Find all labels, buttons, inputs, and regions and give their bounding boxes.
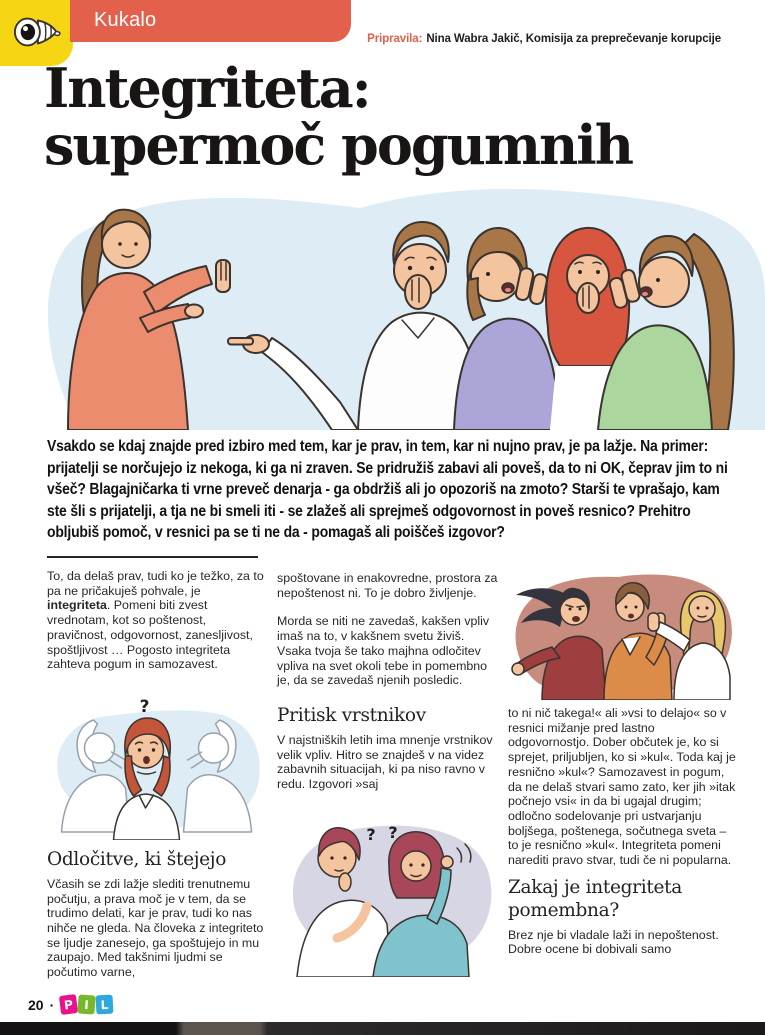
- section-kicker-bar: [70, 0, 351, 42]
- text-run: To, da delaš prav, tudi ko je težko, za to pa ne pričakuješ pohvale, je: [47, 569, 264, 598]
- pil-magazine-logo: [60, 995, 114, 1014]
- question-mark: ?: [366, 824, 376, 844]
- section-kicker-label: Kukalo: [94, 8, 157, 31]
- body-paragraph: V najstniških letih ima mnenje vrstnikov velik vpliv. Hitro se znajdeš v na videz zabavnih situacijah, ki pa niso ravno v redu. Izgovori »saj: [277, 732, 493, 792]
- divider-rule: [47, 556, 258, 558]
- logo-letter-l: L: [96, 995, 114, 1015]
- body-paragraph: spoštovane in enakovredne, prostora za nepoštenost ni. To je dobro življenje.: [277, 571, 498, 600]
- illustration-gossip-behind-back: [47, 692, 266, 840]
- question-mark: ?: [388, 822, 398, 842]
- column-3: [508, 565, 736, 957]
- page-footer: [28, 995, 114, 1014]
- hero-illustration-gossip-scene: [40, 168, 765, 430]
- section-heading-peer-pressure: Pritisk vrstnikov: [277, 704, 426, 726]
- question-mark: ?: [139, 696, 150, 717]
- kukalo-spyglass-icon: [13, 13, 61, 51]
- illustration-thinking-teens: [277, 810, 499, 977]
- intro-paragraph: Vsakdo se kdaj znajde pred izbiro med tem, kar je prav, in tem, kar ni nujno prav, je pa lažje. Na primer: prijatelji se norčujejo iz nekoga, ki ga ni zraven. Se pridružiš zabavi ali poveš, da to ni OK, čeprav jim to ni všeč? Blagajničarka ti vrne preveč denarja - ga obdržiš ali jo opozoriš na zmoto? Starši te vprašajo, kam ste šli s prijatelji, a tja ne bi smeli iti - se zlažeš ali sprejmeš odgovornost in poveš resnico? Prehitro obljubiš pomoč, v resnici pa se ti ne da - pomagaš ali poiščeš izgovor?: [47, 438, 728, 542]
- byline-text: Nina Wabra Jakič, Komisija za preprečevanje korupcije: [426, 33, 721, 45]
- page-bottom-scan-bar: [0, 1022, 765, 1035]
- footer-separator: ·: [49, 996, 55, 1013]
- article-title-line2: supermoč pogumnih: [44, 113, 633, 177]
- body-paragraph: Včasih se zdi lažje slediti trenutnemu počutju, a prava moč je v tem, da se trudimo delati, kar je prav, tudi ko nas nihče ne gleda. Na človeka z integriteto se ljudje zanesejo, ga spoštujejo in mu zaupajo. Med takšnimi ljudmi se počutimo varne,: [47, 876, 264, 980]
- section-heading-decisions: Odločitve, ki štejejo: [47, 848, 227, 870]
- text-run: . Pomeni biti zvest vrednotam, kot so poštenost, pravičnost, odgovornost, zanesljivost, spoštljivost … Pogosto integriteta zahteva pogum in samozavest.: [47, 598, 253, 672]
- byline: [367, 33, 721, 45]
- section-heading-why-important: Zakaj je integriteta pomembna?: [508, 876, 682, 921]
- column-1: [47, 569, 266, 980]
- body-paragraph: [47, 569, 266, 672]
- logo-letter-p: P: [59, 994, 78, 1015]
- illustration-conflict-stop: [508, 565, 736, 700]
- body-paragraph: Morda se niti ne zavedaš, kakšen vpliv imaš na to, v kakšnem svetu živiš. Vsaka tvoja še tako majhna odločitev vpliva na svet okoli tebe in pomembno je, da se zavedaš njenih posledic.: [277, 614, 490, 688]
- body-paragraph: Brez nje bi vladale laži in nepoštenost. Dobre ocene bi dobivali samo: [508, 927, 719, 957]
- logo-letter-i: I: [78, 994, 96, 1014]
- column-2: [277, 571, 499, 977]
- page-number: 20: [28, 996, 44, 1013]
- article-title-line1: Integriteta:: [44, 56, 370, 120]
- text-run-bold: integriteta: [47, 598, 107, 613]
- byline-label: Pripravila:: [367, 33, 423, 45]
- body-paragraph: to ni nič takega!« ali »vsi to delajo« so v resnici mižanje pred lastno odgovornostjo. Dober občutek je, ko si sprejet, priljubljen, ko si »kul«. Toda kaj je resnično »kul«? Samozavest in pogum, da ne delaš stvari samo zato, ker jih »itak počnejo vsi« in da bi ugajal drugim; odločno sodelovanje pri ustvarjanju boljšega, poštenega, sočutnega sveta – to je resnično »kul«. Integriteta pomeni narediti pravo stvar, tudi če ni popularna.: [508, 706, 736, 868]
- article-title: [44, 56, 633, 177]
